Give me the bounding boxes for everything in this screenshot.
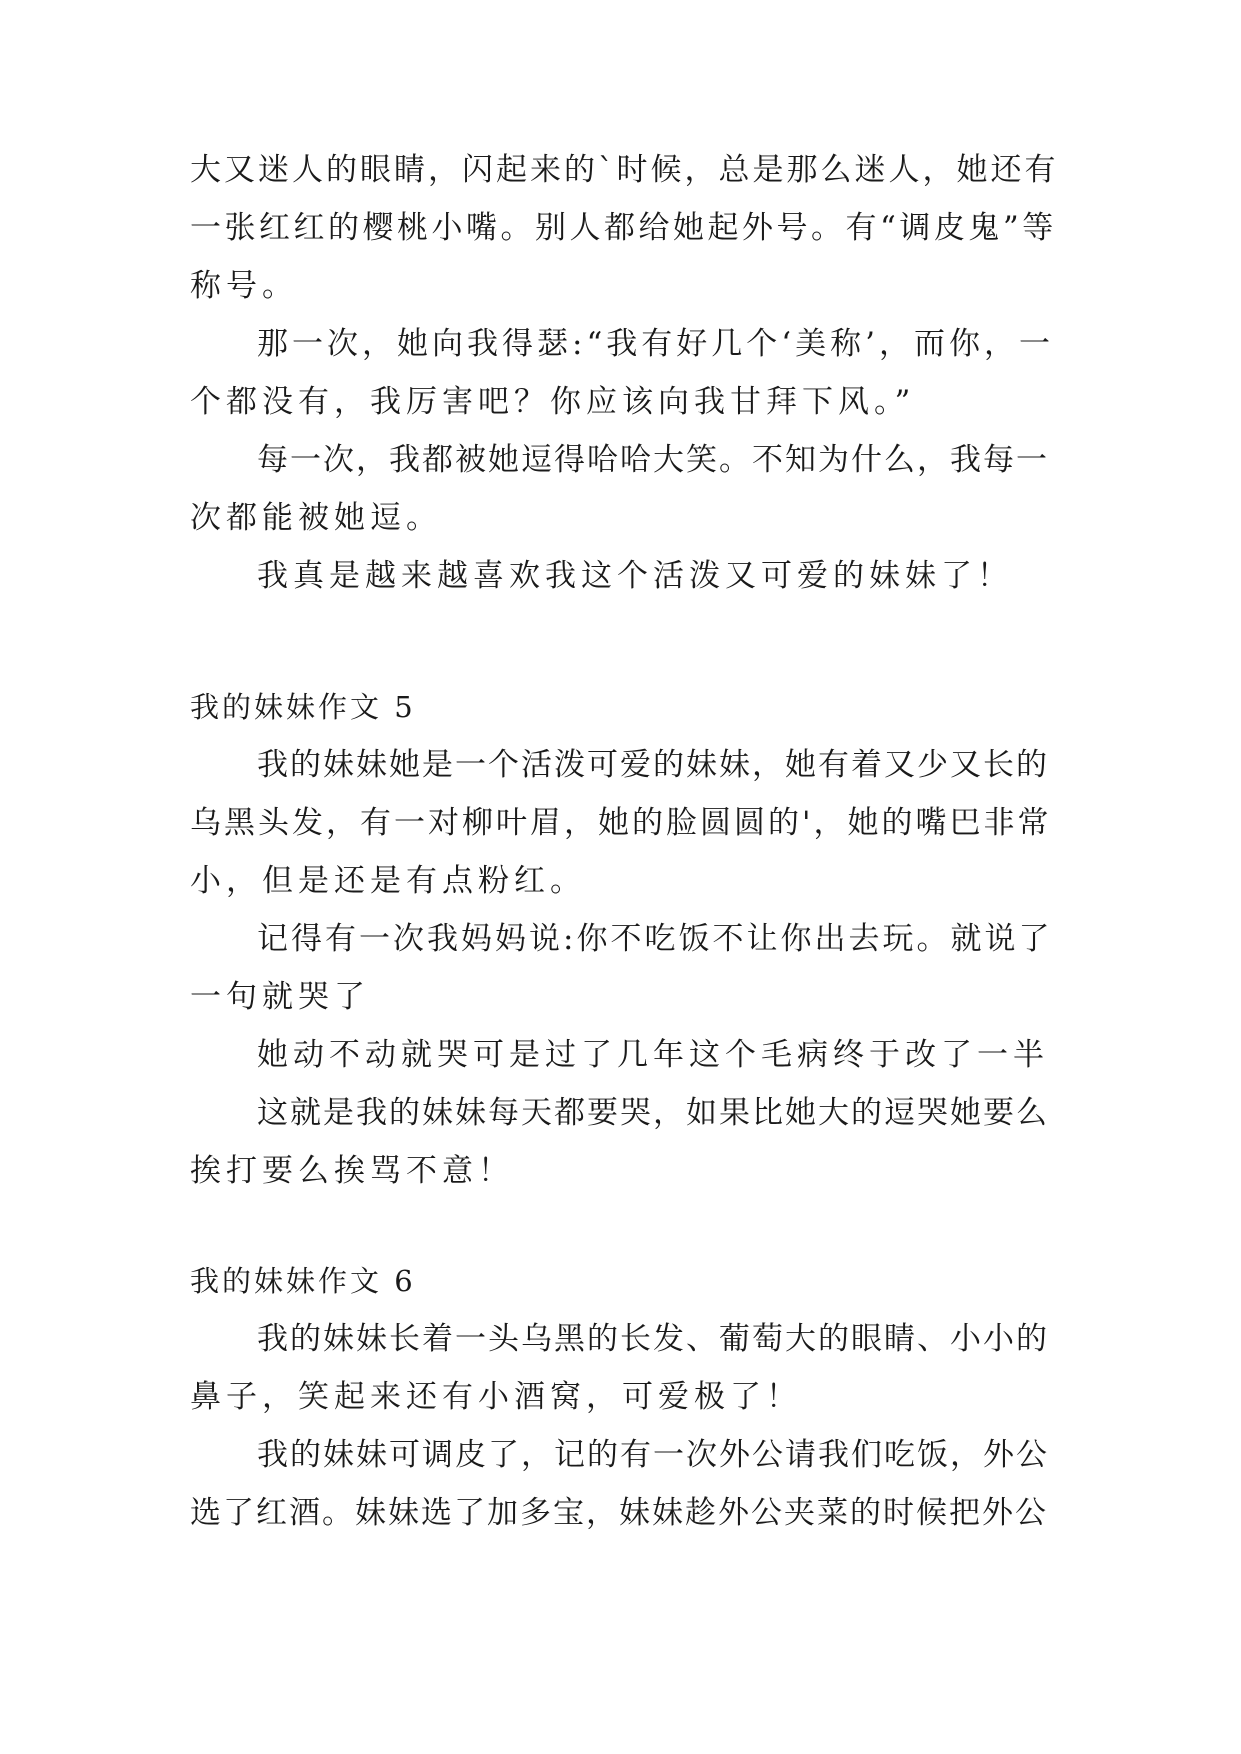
paragraph-line: 一句就哭了 [190,979,370,1015]
paragraph-line: 每一次，我都被她逗得哈哈大笑。不知为什么，我每一 [257,442,1049,478]
paragraph-line: 这就是我的妹妹每天都要哭，如果比她大的逗哭她要么 [257,1095,1049,1131]
paragraph-line: 我的妹妹可调皮了，记的有一次外公请我们吃饭，外公 [257,1437,1049,1473]
paragraph-line: 乌黑头发，有一对柳叶眉，她的脸圆圆的'，她的嘴巴非常 [190,805,1052,841]
paragraph-line: 我的妹妹她是一个活泼可爱的妹妹，她有着又少又长的 [257,747,1049,783]
paragraph-line: 小，但是还是有点粉红。 [190,863,586,899]
paragraph-line: 我的妹妹长着一头乌黑的长发、葡萄大的眼睛、小小的 [257,1321,1049,1357]
section-heading: 我的妹妹作文 5 [190,690,416,724]
paragraph-line: 次都能被她逗。 [190,500,442,536]
section-heading: 我的妹妹作文 6 [190,1264,416,1298]
paragraph-line: 记得有一次我妈妈说:你不吃饭不让你出去玩。就说了 [257,921,1053,957]
paragraph-line: 一张红红的樱桃小嘴。别人都给她起外号。有“调皮鬼”等 [190,210,1057,246]
paragraph-line: 那一次，她向我得瑟:“我有好几个‘美称’，而你，一 [257,326,1054,362]
paragraph-line: 挨打要么挨骂不意！ [190,1153,514,1189]
paragraph-line: 称号。 [190,268,298,304]
paragraph-line: 大又迷人的眼睛，闪起来的`时候，总是那么迷人，她还有 [190,152,1059,188]
paragraph-line: 她动不动就哭可是过了几年这个毛病终于改了一半 [257,1037,1049,1073]
paragraph-line: 鼻子，笑起来还有小酒窝，可爱极了！ [190,1379,802,1415]
paragraph-line: 我真是越来越喜欢我这个活泼又可爱的妹妹了！ [257,558,1013,594]
paragraph-line: 个都没有，我厉害吧？你应该向我甘拜下风。” [190,384,916,420]
paragraph-line: 选了红酒。妹妹选了加多宝，妹妹趁外公夹菜的时候把外公 [190,1495,1048,1531]
